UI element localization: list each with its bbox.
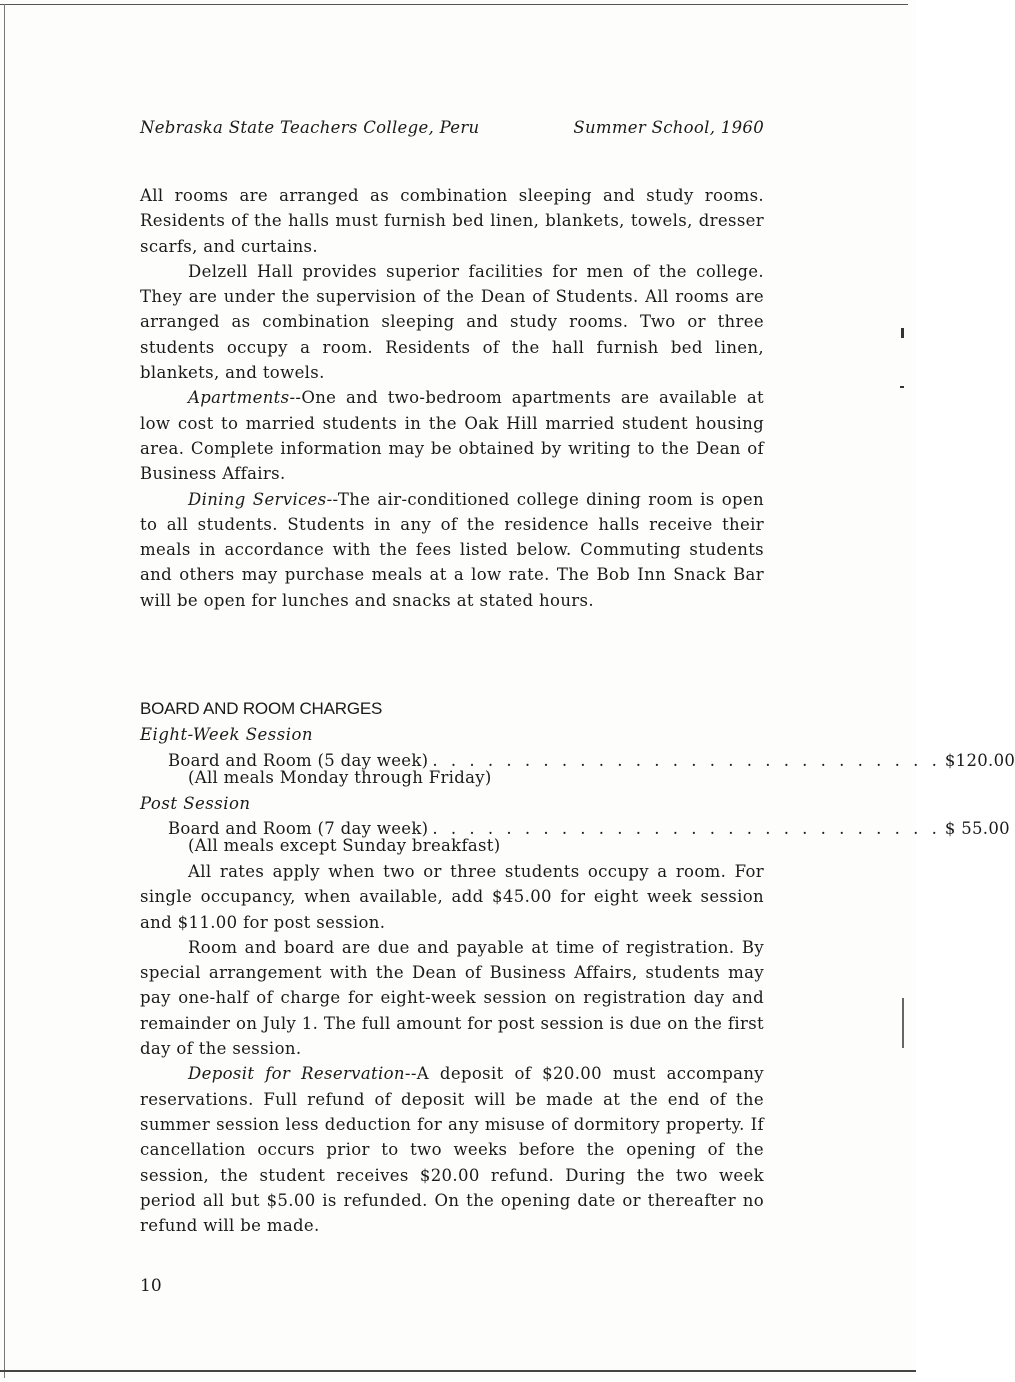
- dining-lead: Dining Services: [188, 489, 327, 509]
- housing-text: [140, 183, 764, 613]
- page-edge-left: [4, 4, 5, 1378]
- page-edge-top: [0, 4, 908, 5]
- post-session-heading: Post Session: [140, 794, 251, 813]
- delzell-hall-paragraph: Delzell Hall provides superior facilities for men of the college. They are under the supervision of the Dean of Students. All rooms are arranged as combination sleeping and study rooms. Two or three students occupy a room. Residents of the hall furnish bed linen, blankets, and towels.: [140, 261, 764, 383]
- running-header: [140, 118, 764, 137]
- margin-mark: [902, 998, 904, 1048]
- apartments-paragraph: [140, 385, 764, 486]
- rooms-paragraph: All rooms are arranged as combination sleeping and study rooms. Residents of the halls must furnish bed linen, blankets, towels, dresser scarfs, and curtains.: [140, 186, 764, 256]
- page-number: 10: [140, 1276, 162, 1296]
- rates-paragraph: All rates apply when two or three students occupy a room. For single occupancy, when available, add $45.00 for eight week session and $11.00 for post session.: [140, 862, 764, 932]
- dining-paragraph: [140, 487, 764, 613]
- rates-text: [140, 859, 764, 1238]
- eight-week-item: Board and Room (5 day week): [168, 751, 429, 770]
- margin-mark: [900, 386, 904, 388]
- header-session: Summer School, 1960: [573, 118, 764, 137]
- post-session-item: Board and Room (7 day week): [168, 819, 429, 838]
- margin-mark: [901, 328, 904, 338]
- payment-paragraph: Room and board are due and payable at time of registration. By special arrangement with the Dean of Business Affairs, students may pay one-half of charge for eight-week session on registration day and remainder on July 1. The full amount for post session is due on the first day of the session.: [140, 937, 764, 1059]
- post-session-note: (All meals except Sunday breakfast): [188, 836, 501, 855]
- deposit-paragraph: [140, 1061, 764, 1238]
- apartments-lead: Apartments: [188, 388, 290, 408]
- eight-week-note: (All meals Monday through Friday): [188, 768, 492, 787]
- leader-dots: . . . . . . . . . . . . . . . . . . . . . . . . . . . .: [432, 819, 941, 838]
- eight-week-heading: Eight-Week Session: [140, 725, 314, 744]
- leader-dots: . . . . . . . . . . . . . . . . . . . . . . . . . . . .: [432, 751, 941, 770]
- apartments-body: --One and two-bedroom apartments are available at low cost to married students in the Oak Hill married student housing area. Complete information may be obtained by writing to the Dean of Business Affairs.: [140, 388, 764, 484]
- page-edge-bottom: [0, 1370, 916, 1372]
- deposit-body: --A deposit of $20.00 must accompany reservations. Full refund of deposit will be made at the end of the summer session less deduction for any misuse of dormitory property. If cancellation occurs prior to two weeks before the opening of the session, the student receives $20.00 refund. During the two week period all but $5.00 is refunded. On the opening date or thereafter no refund will be made.: [140, 1064, 764, 1236]
- eight-week-amount: $120.00: [944, 751, 1015, 770]
- charges-title: BOARD AND ROOM CHARGES: [140, 699, 383, 718]
- deposit-lead: Deposit for Reservation: [188, 1064, 405, 1084]
- header-college: Nebraska State Teachers College, Peru: [140, 118, 480, 137]
- dining-body: --The air-conditioned college dining room is open to all students. Students in any of the residence halls receive their meals in accordance with the fees listed below. Commuting students and others may purchase meals at a low rate. The Bob Inn Snack Bar will be open for lunches and snacks at stated hours.: [140, 489, 764, 610]
- post-session-amount: $ 55.00: [944, 819, 1010, 838]
